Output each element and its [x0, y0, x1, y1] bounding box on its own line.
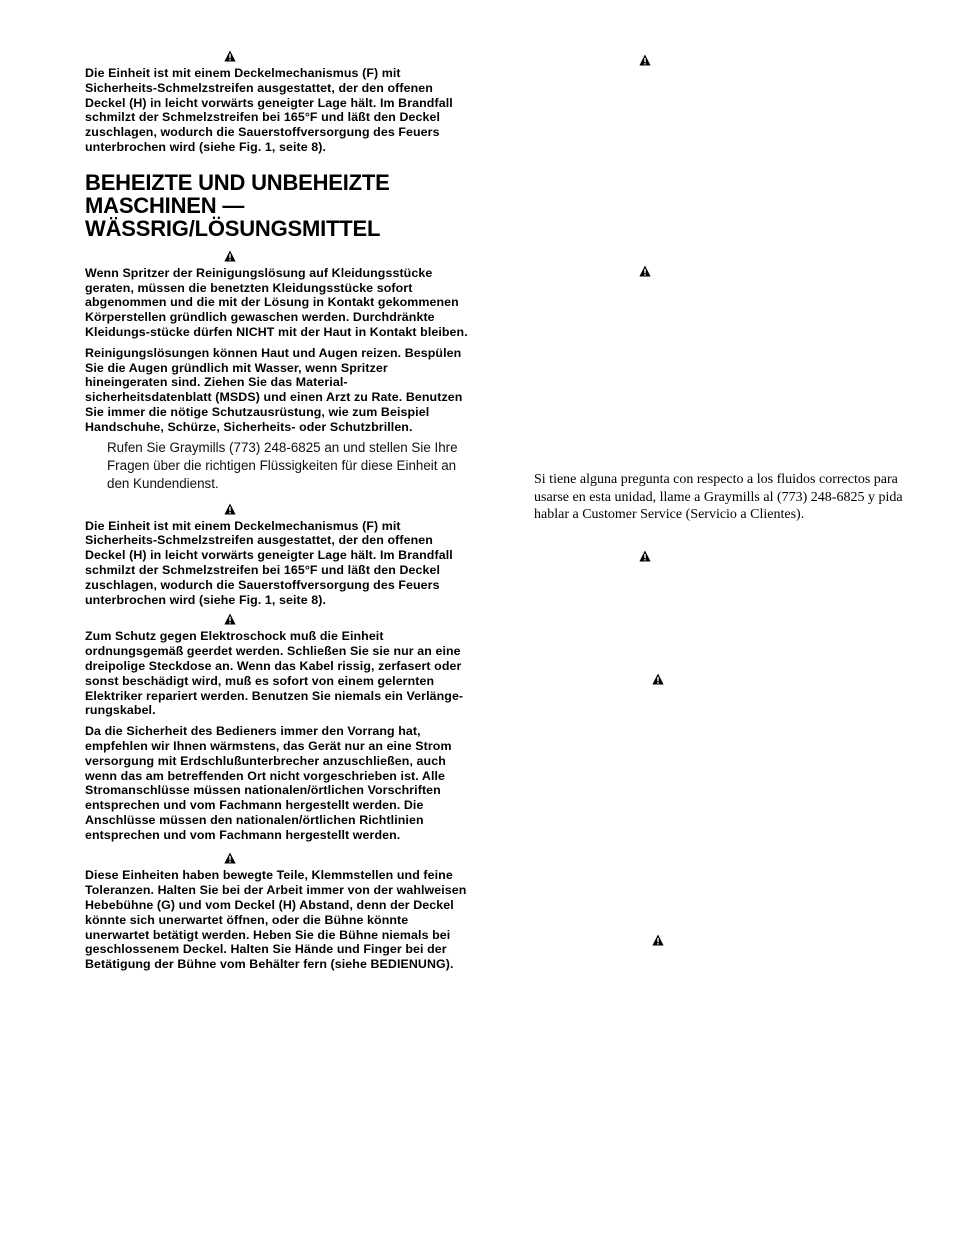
warning-skin-eyes-text: Reinigungslösungen können Haut und Augen reizen. Bespülen Sie die Augen gründlich mit Wasser, wenn Spritzer hineingeraten sind. Ziehen Sie das Material-sicherheitsdatenblatt (MSDS) und einen Arzt zu Rate. Benutzen Sie immer die nötige Schutzausrüstung, wie zum Beispiel Handschuhe, Schürze, Sicherheits- oder Schutzbrillen.: [85, 345, 463, 434]
left-column: [85, 50, 471, 972]
warning-clothing-text: Wenn Spritzer der Reinigungslösung auf Kleidungsstücke geraten, müssen die benetzten Kleidungsstücke sofort abgenommen und die mit der Lösung in Kontakt gekommenen Körperstellen gründlich gewaschen werden. Durchdränkte Kleidungs-stücke dürfen NICHT mit der Haut in Kontakt bleiben.: [85, 265, 468, 339]
warning-lid-fusible-text-1: Die Einheit ist mit einem Deckelmechanismus (F) mit Sicherheits-Schmelzstreifen ausgestattet, der den offenen Deckel (H) in leicht vorwärts geneigter Lage hält. Im Brandfall schmilzt der Schmelzstreifen bei 165°F und läßt den Deckel zuschlagen, wodurch die Sauerstoffversorgung des Feuers unterbrochen wird (siehe Fig. 1, seite 8).: [85, 66, 453, 154]
warning-triangle-icon: [224, 50, 236, 62]
warning-moving-parts-text: Diese Einheiten haben bewegte Teile, Klemmstellen und feine Toleranzen. Halten Sie bei der Arbeit immer von der wahlweisen Hebebühne (G) und vom Deckel (H) Abstand, denn der Deckel könnte sich unerwartet öffnen, oder die Bühne könnte unerwartet betätigt werden. Heben Sie die Bühne niemals bei geschlossenem Deckel. Halten Sie Hände und Finger bei der Betätigung der Bühne vom Behälter fern (siehe BEDIENUNG).: [85, 868, 467, 972]
warning-gfci-text: Da die Sicherheit des Bedieners immer den Vorrang hat, empfehlen wir Ihnen wärmstens, das Gerät nur an eine Strom versorgung mit Erdschlußunterbrecher anzuschließen, auch wenn das am betreffenden Ort nicht vorgeschrieben ist. Alle Stromanschlüsse müssen nationalen/örtlichen Vorschriften entsprechen und vom Fachmann hergestellt werden. Die Anschlüsse müssen den nationalen/örtlichen Richtlinien entsprechen und vom Fachmann hergestellt werden.: [85, 724, 452, 842]
warning-triangle-icon: [224, 613, 236, 625]
warning-electric-shock-text: Zum Schutz gegen Elektroschock muß die Einheit ordnungsgemäß geerdet werden. Schließen Sie sie nur an eine dreipolige Steckdose an. Wenn das Kabel rissig, zerfasert oder sonst beschädigt wird, muß es sofort von einem gelernten Elektriker repariert werden. Benutzen Sie niemals ein Verlänge-rungskabel.: [85, 629, 464, 718]
warning-triangle-icon: [652, 672, 664, 684]
section-heading: [85, 171, 471, 240]
warning-triangle-icon: [639, 53, 651, 65]
warning-triangle-icon: [652, 933, 664, 945]
warning-triangle-icon: [224, 250, 236, 262]
warning-triangle-icon: [639, 264, 651, 276]
call-graymills-text: Rufen Sie Graymills (773) 248-6825 an und stellen Sie Ihre Fragen über die richtigen Flüssigkeiten für diese Einheit an den Kundendienst.: [107, 439, 458, 491]
warning-triangle-icon: [639, 549, 651, 561]
warning-triangle-icon: [224, 852, 236, 864]
heading-line-1: BEHEIZTE UND UNBEHEIZTE: [85, 169, 390, 195]
heading-line-2: MASCHINEN —: [85, 192, 245, 218]
spanish-fluids-text: Si tiene alguna pregunta con respecto a los fluidos correctos para usarse en esta unidad, llame a Graymills al (773) 248-6825 y pida hablar a Customer Service (Servicio a Clientes).: [534, 472, 903, 523]
warning-triangle-icon: [224, 503, 236, 515]
heading-line-3: WÄSSRIG/LÖSUNGSMITTEL: [85, 215, 381, 241]
warning-lid-fusible-text-2: Die Einheit ist mit einem Deckelmechanismus (F) mit Sicherheits-Schmelzstreifen ausgestattet, der den offenen Deckel (H) in leicht vorwärts geneigter Lage hält. Im Brandfall schmilzt der Schmelzstreifen bei 165°F und läßt den Deckel zuschlagen, wodurch die Sauerstoffversorgung des Feuers unterbrochen wird (siehe Fig. 1, seite 8).: [85, 518, 453, 607]
